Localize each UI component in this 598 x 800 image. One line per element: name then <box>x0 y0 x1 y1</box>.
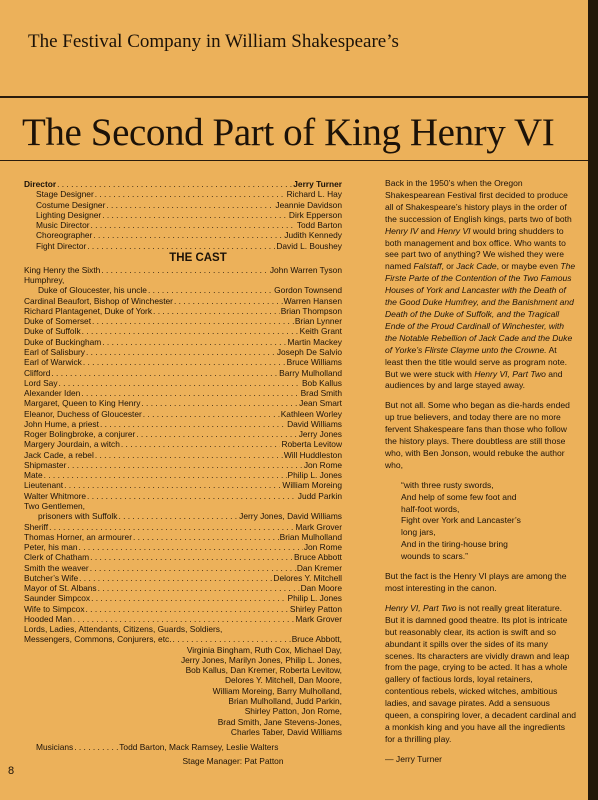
leader-dots <box>101 265 268 275</box>
quote-line: “with three rusty swords, <box>401 479 494 490</box>
cast-heading: THE CAST <box>169 251 227 264</box>
divider-top <box>0 96 588 98</box>
person-name: Martin Mackey <box>287 336 342 347</box>
leader-dots <box>64 480 281 490</box>
leader-dots <box>90 563 296 573</box>
cast-row <box>24 357 342 367</box>
person-name: Brian Lynner <box>294 316 342 327</box>
cast-row <box>24 511 342 521</box>
essay-paragraph: But the fact is the Henry VI plays are among the most interesting in the canon. <box>385 571 567 593</box>
essay-signature: — Jerry Turner <box>385 753 442 764</box>
role-name: Margery Jourdain, a witch <box>24 439 120 450</box>
cast-row <box>24 409 342 419</box>
cast-row <box>24 398 342 408</box>
leader-dots <box>79 542 303 552</box>
role-name: Duke of Suffolk <box>24 326 81 337</box>
role-name: Humphrey, <box>24 275 65 286</box>
page-number: 8 <box>8 765 15 777</box>
essay-paragraph: Henry VI, Part Two is not really great literature. But it is damned good theatre. Its plot is intricate but reasonably clear, its action is swift and so abundant it spills over the sides of its many scenes. Its characters are vividly drawn and leap from the page, crying to be acted. It has a whole gallery of factious lords, loyal retainers, contentious rebels, wicked witches, ambitious ladies, and savage pirates. Add a sensuous queen, a conspiring lover, a decadent cardinal and a monkish king and you have all the ingredients for a thrilling play. <box>385 602 577 744</box>
quote-line: long jars, <box>401 527 436 538</box>
person-name: Bruce Abbott <box>294 552 342 563</box>
essay-paragraph: But not all. Some who began as die-hards ended up true believers, and today there are no more fervent Shakespeare fans than those who follow the history plays. There doubtless are still those who, with Ben Jonson, would rebuke the author who, <box>385 400 570 470</box>
cast-row <box>24 501 342 511</box>
person-name: David Williams <box>287 418 342 429</box>
leader-dots <box>153 306 280 316</box>
ensemble-names: Charles Taber, David Williams <box>230 726 342 737</box>
role-name: Walter Whitmore <box>24 490 87 501</box>
role-name: Musicians <box>36 742 74 753</box>
crew-row <box>24 241 342 251</box>
person-name: Dirk Epperson <box>288 209 342 220</box>
person-name: John Warren Tyson <box>269 264 342 275</box>
divider-under-title <box>0 160 588 161</box>
role-name: Two Gentlemen, <box>24 500 85 511</box>
header-text: The Festival Company in William Shakespeare’s <box>28 31 399 52</box>
leader-dots <box>95 450 283 460</box>
leader-dots <box>83 357 286 367</box>
crew-row <box>24 230 342 240</box>
leader-dots <box>82 326 299 336</box>
person-name: Barry Mulholland <box>279 367 342 378</box>
person-name: Jean Smart <box>299 398 342 409</box>
play-title: The Second Part of King Henry VI <box>22 111 555 154</box>
ensemble-names: Delores Y. Mitchell, Dan Moore, <box>225 675 342 686</box>
person-name: Todd Barton <box>296 220 342 231</box>
person-name: Jeannie Davidson <box>275 199 342 210</box>
person-name: Will Huddleston <box>283 449 342 460</box>
leader-dots <box>59 378 301 388</box>
role-name: Mate <box>24 470 43 481</box>
cast-row <box>24 450 342 460</box>
role-name: Shipmaster <box>24 459 67 470</box>
cast-row <box>24 532 342 542</box>
role-name: Alexander Iden <box>24 388 81 399</box>
role-name: Stage Designer <box>36 189 94 200</box>
crew-row <box>24 200 342 210</box>
ensemble-names: Virginia Bingham, Ruth Cox, Michael Day, <box>186 644 342 655</box>
leader-dots <box>91 593 286 603</box>
role-name: Earl of Warwick <box>24 357 82 368</box>
person-name: Brian Mulholland <box>279 531 342 542</box>
ensemble-names: William Moreing, Barry Mulholland, <box>212 685 342 696</box>
role-name: Duke of Buckingham <box>24 336 102 347</box>
person-name: Mark Grover <box>295 521 342 532</box>
cast-row <box>24 593 342 603</box>
role-name: Duke of Gloucester, his uncle <box>38 285 147 296</box>
leader-dots <box>73 614 294 624</box>
cast-row <box>24 552 342 562</box>
role-name: Costume Designer <box>36 199 106 210</box>
person-name: Jerry Jones <box>298 429 342 440</box>
cast-row <box>24 614 342 624</box>
leader-dots <box>173 634 291 644</box>
cast-row <box>24 522 342 532</box>
person-name: Richard L. Hay <box>286 189 342 200</box>
leader-dots <box>100 419 286 429</box>
leader-dots <box>87 491 297 501</box>
ensemble-names: Shirley Patton, Jon Rome, <box>244 706 342 717</box>
role-name: Saunder Simpcox <box>24 593 91 604</box>
person-name: William Moreing <box>282 480 342 491</box>
leader-dots <box>121 439 281 449</box>
role-name: King Henry the Sixth <box>24 264 101 275</box>
leader-dots <box>74 742 118 752</box>
person-name: Gordon Townsend <box>274 285 342 296</box>
person-name: Kathleen Worley <box>280 408 342 419</box>
person-name: Jerry Jones, David Williams <box>239 511 342 522</box>
cast-row <box>24 296 342 306</box>
leader-dots <box>98 583 300 593</box>
person-name: Philip L. Jones <box>287 470 342 481</box>
role-name: Messengers, Commons, Conjurers, etc. <box>24 634 172 645</box>
cast-row <box>24 563 342 573</box>
person-name: Brian Thompson <box>280 305 342 316</box>
cast-row <box>24 573 342 583</box>
jonson-quote <box>401 480 577 563</box>
person-name: Mark Grover <box>295 613 342 624</box>
cast-row <box>24 306 342 316</box>
cast-row <box>24 285 342 295</box>
role-name: Smith the weaver <box>24 562 89 573</box>
person-name: Brad Smith <box>300 388 342 399</box>
role-name: Lieutenant <box>24 480 64 491</box>
leader-dots <box>93 230 283 240</box>
role-name: John Hume, a priest <box>24 418 99 429</box>
role-name: Mayor of St. Albans <box>24 583 97 594</box>
leader-dots <box>87 241 275 251</box>
person-name: Jerry Turner <box>293 179 342 189</box>
cast-row <box>24 368 342 378</box>
leader-dots <box>141 398 298 408</box>
ensemble-names: Brad Smith, Jane Stevens-Jones, <box>217 716 342 727</box>
role-name: Eleanor, Duchess of Gloucester <box>24 408 142 419</box>
role-name: Thomas Horner, an armourer <box>24 531 132 542</box>
leader-dots <box>92 316 294 326</box>
crew-row <box>24 210 342 220</box>
ensemble-line: Lords, Ladies, Attendants, Citizens, Guards, Soldiers, <box>24 624 223 635</box>
person-name: Judd Parkin <box>297 490 342 501</box>
person-name: Judith Kennedy <box>284 230 342 241</box>
role-name: Butcher’s Wife <box>24 572 79 583</box>
person-name: Philip L. Jones <box>287 593 342 604</box>
role-name: Director <box>24 179 57 189</box>
leader-dots <box>57 179 292 189</box>
ensemble-names: Bob Kallus, Dan Kremer, Roberta Levitow, <box>185 665 342 676</box>
role-name: Wife to Simpcox <box>24 603 85 614</box>
cast-row <box>24 265 342 275</box>
role-name: Fight Director <box>36 240 87 251</box>
person-name: David L. Boushey <box>276 240 342 251</box>
role-name: Music Director <box>36 220 90 231</box>
leader-dots <box>49 522 294 532</box>
person-name: Delores Y. Mitchell <box>273 572 342 583</box>
person-name: Bruce Abbott, <box>291 634 342 645</box>
leader-dots <box>148 285 273 295</box>
quote-line: And in the tiring-house bring <box>401 539 508 550</box>
role-name: Margaret, Queen to King Henry <box>24 398 141 409</box>
leader-dots <box>143 409 280 419</box>
leader-dots <box>67 460 302 470</box>
leader-dots <box>118 511 238 521</box>
crew-row <box>24 179 342 189</box>
cast-row <box>24 275 342 285</box>
cast-row <box>24 419 342 429</box>
cast-row <box>24 388 342 398</box>
stage-manager: Stage Manager: Pat Patton <box>182 756 284 767</box>
leader-dots <box>81 388 299 398</box>
leader-dots <box>86 347 276 357</box>
cast-row <box>24 316 342 326</box>
page-edge <box>588 0 598 800</box>
role-name: Peter, his man <box>24 542 78 553</box>
role-name: Roger Bolingbroke, a conjurer <box>24 429 136 440</box>
role-name: Sheriff <box>24 521 49 532</box>
cast-row <box>24 460 342 470</box>
person-name: Joseph De Salvio <box>276 346 342 357</box>
role-name: Hooded Man <box>24 613 72 624</box>
person-name: Dan Moore <box>300 583 342 594</box>
ensemble-names: Brian Mulholland, Judd Parkin, <box>228 696 342 707</box>
quote-line: And help of some few foot and <box>401 491 517 502</box>
cast-row <box>24 337 342 347</box>
role-name: Duke of Somerset <box>24 316 92 327</box>
role-name: Earl of Salisbury <box>24 346 85 357</box>
cast-row <box>24 429 342 439</box>
role-name: Lord Say <box>24 377 58 388</box>
cast-row <box>24 378 342 388</box>
role-name: Clifford <box>24 367 51 378</box>
person-name: Warren Hansen <box>283 295 342 306</box>
role-name: Lighting Designer <box>36 209 102 220</box>
person-name: Jon Rome <box>303 542 342 553</box>
role-name: Clerk of Chatham <box>24 552 90 563</box>
ensemble-names: Jerry Jones, Marilyn Jones, Philip L. Jones, <box>180 654 342 665</box>
person-name: Shirley Patton <box>289 603 342 614</box>
crew-row <box>24 189 342 199</box>
leader-dots <box>95 189 286 199</box>
crew-row <box>24 220 342 230</box>
leader-dots <box>44 470 287 480</box>
role-name: Richard Plantagenet, Duke of York <box>24 305 153 316</box>
person-name: Bob Kallus <box>301 377 342 388</box>
cast-row <box>24 439 342 449</box>
role-name: Jack Cade, a rebel <box>24 449 94 460</box>
essay-paragraph: Back in the 1950’s when the Oregon Shakespearean Festival first decided to produce all of Shakespeare’s history plays in the order of the succession of English kings, parts two of both Henry IV and Henry VI would bring shudders to both management and box office. Who wants to see part two of anything? We wished they were named Falstaff, or Jack Cade, or maybe even The Firste Parte of the Contention of the Two Famous Houses of York and Lancaster with the Death of the Good Duke Humfrey, and the Banishment and Death of the Duke of Suffolk, and the Tragicall Ende of the Proud Cardinall of Winchester, with the Notable Rebellion of Jack Cade and the Duke of Yorke’s Flirste Clayme unto the Crowne. At least then the title would serve as program note. But we were stuck with Henry VI, Part Two and audiences by and large stayed away. <box>385 178 576 391</box>
musicians-row <box>24 742 342 752</box>
leader-dots <box>86 604 289 614</box>
credits-list <box>24 179 342 767</box>
cast-row <box>24 583 342 593</box>
leader-dots <box>174 296 283 306</box>
leader-dots <box>106 200 274 210</box>
essay <box>385 178 577 766</box>
cast-row <box>24 326 342 336</box>
cast-row <box>24 542 342 552</box>
cast-row <box>24 480 342 490</box>
leader-dots <box>136 429 297 439</box>
person-name: Jon Rome <box>303 459 342 470</box>
leader-dots <box>102 337 286 347</box>
leader-dots <box>133 532 279 542</box>
cast-row <box>24 604 342 614</box>
ensemble-row <box>24 634 342 644</box>
cast-row <box>24 470 342 480</box>
leader-dots <box>91 220 296 230</box>
cast-row <box>24 347 342 357</box>
person-name: Bruce Williams <box>286 357 342 368</box>
quote-line: wounds to scars.” <box>401 551 468 562</box>
quote-line: half-foot words, <box>401 503 460 514</box>
role-name: Cardinal Beaufort, Bishop of Winchester <box>24 295 173 306</box>
role-name: Choreographer <box>36 230 93 241</box>
role-name: prisoners with Suffolk <box>38 511 118 522</box>
leader-dots <box>79 573 272 583</box>
leader-dots <box>51 368 278 378</box>
person-name: Todd Barton, Mack Ramsey, Leslie Walters <box>119 742 279 753</box>
leader-dots <box>102 210 288 220</box>
leader-dots <box>90 552 293 562</box>
person-name: Dan Kremer <box>296 562 342 573</box>
quote-line: Fight over York and Lancaster’s <box>401 515 521 526</box>
person-name: Keith Grant <box>299 326 342 337</box>
cast-row <box>24 491 342 501</box>
person-name: Roberta Levitow <box>281 439 342 450</box>
